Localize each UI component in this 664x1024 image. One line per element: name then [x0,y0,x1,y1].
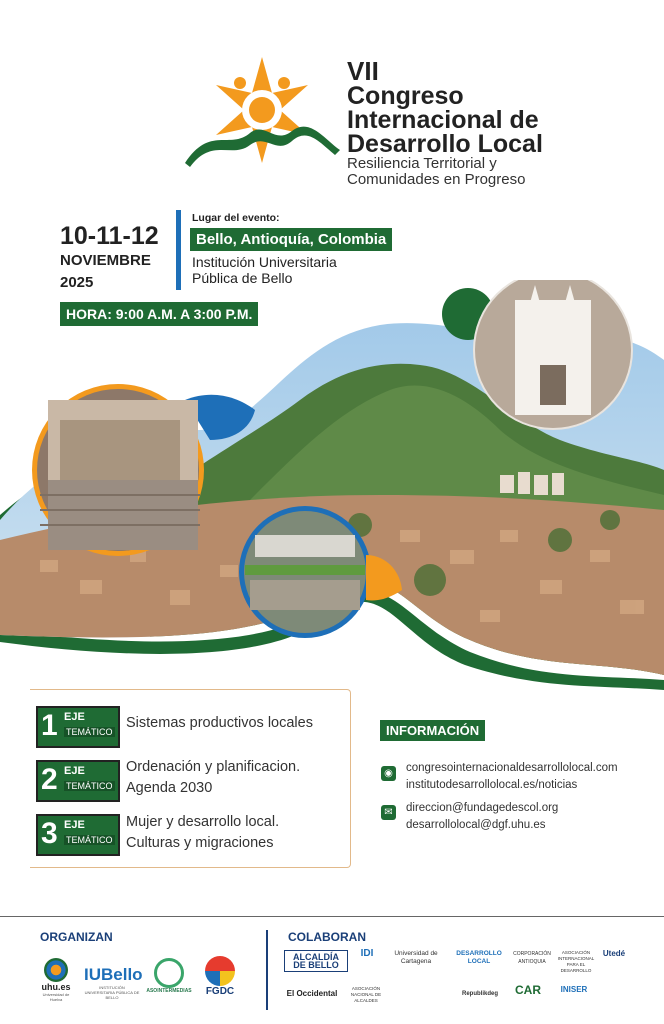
collab-logo-car: CAR [515,983,541,997]
eje-number: 2 [41,763,58,796]
collab-logo-republikdeg: Republikdeg [461,991,498,997]
logo-iubello-text: IUBello [84,965,143,984]
logo-uhu [38,958,74,1002]
subtitle-line-2: Comunidades en Progreso [347,171,526,188]
eje-tematico: TEMÁTICO [66,727,113,737]
eje-text-1 [126,713,313,734]
email-link[interactable]: desarrollolocal@dgf.uhu.es [406,819,546,831]
info-web [406,760,618,794]
eje-word: EJE [64,765,85,777]
collab-logo-unicartagena: Universidad de Cartagena [394,950,438,965]
web-link[interactable]: institutodesarrollolocal.es/noticias [406,779,578,791]
logo-iubello-sub: INSTITUCIÓN UNIVERSITARIA PÚBLICA DE BELLO [84,985,140,1000]
asointermedias-emblem-icon [154,958,184,988]
venue-place-badge: Bello, Antioquía, Colombia [190,228,392,251]
collab-logo-asoc-alcaldes: ASOCIACIÓN NACIONAL DE ALCALDES [350,986,382,1003]
eje-line: Ordenación y planificacion. [126,759,301,775]
event-hours-badge: HORA: 9:00 A.M. A 3:00 P.M. [60,302,258,326]
venue-label: Lugar del evento: [192,212,280,224]
collab-logo-asociacion: ASOCIACIÓN INTERNACIONAL PARA EL DESARROLLO [557,950,595,973]
logo-asointermedias-text: ASOINTERMEDIAS [146,988,192,994]
logo-iubello [84,965,143,1000]
eje-line: Culturas y migraciones [126,835,274,851]
logo-fgdc-text: FGDC [205,986,235,997]
event-days: 10-11-12 [60,222,159,250]
eje-number: 1 [41,709,58,742]
eje-tematico: TEMÁTICO [66,781,113,791]
subtitle-line-1: Resiliencia Territorial y [347,155,497,172]
footer-divider [266,930,268,1010]
footer-rule [0,916,664,917]
edition-number: VII [347,56,379,86]
collab-logo-bello: ALCALDÍA DE BELLO [284,950,348,972]
eje-word: EJE [64,711,85,723]
email-link[interactable]: direccion@fundagedescol.org [406,802,559,814]
collab-logo-el-occidental: El Occidental [286,989,338,998]
web-link[interactable]: congresointernacionaldesarrollolocal.com [406,762,618,774]
venue-institution-line-1: Institución Universitaria [192,254,337,270]
fgdc-emblem-icon [205,956,235,986]
congress-logo [180,55,345,170]
title-line-2: Internacional de [347,106,539,134]
title-line-3: Desarrollo Local [347,130,543,158]
event-year: 2025 [60,274,94,291]
eje-word: EJE [64,819,85,831]
logo-fgdc [200,956,240,997]
uhu-emblem-icon [44,958,68,982]
collab-logo-idi: IDI [360,948,374,959]
event-month: NOVIEMBRE [60,252,151,269]
collab-logo-utede: Utedé [602,949,626,958]
eje-badge-3 [36,814,120,856]
eje-badge-2 [36,760,120,802]
collab-logo-iniser: INISER [560,985,588,994]
venue-institution-line-2: Pública de Bello [192,270,293,286]
globe-icon: ◉ [381,766,396,781]
logo-asointermedias [146,958,192,994]
colaboran-label: COLABORAN [288,930,366,944]
venue-divider [176,210,181,290]
eje-badge-1 [36,706,120,748]
collab-logo-desarrollo-local: DESARROLLO LOCAL [456,950,502,965]
eje-number: 3 [41,817,58,850]
info-title: INFORMACIÓN [380,720,485,741]
mail-icon: ✉ [381,805,396,820]
eje-line: Mujer y desarrollo local. [126,814,280,830]
info-email [406,800,558,834]
organizan-label: ORGANIZAN [40,930,113,944]
eje-text-2 [126,757,300,799]
bello-city-collage [0,280,664,690]
eje-line: Agenda 2030 [126,780,213,796]
eje-text-3 [126,812,279,854]
collab-logo-corporacion: CORPORACIÓN ANTIOQUIA [513,951,551,965]
eje-line: Sistemas productivos locales [126,715,313,731]
logo-uhu-sub: Universidad de Huelva [42,992,70,1002]
title-line-1: Congreso [347,82,464,110]
logo-uhu-text: uhu.es [41,982,71,992]
eje-tematico: TEMÁTICO [66,835,113,845]
